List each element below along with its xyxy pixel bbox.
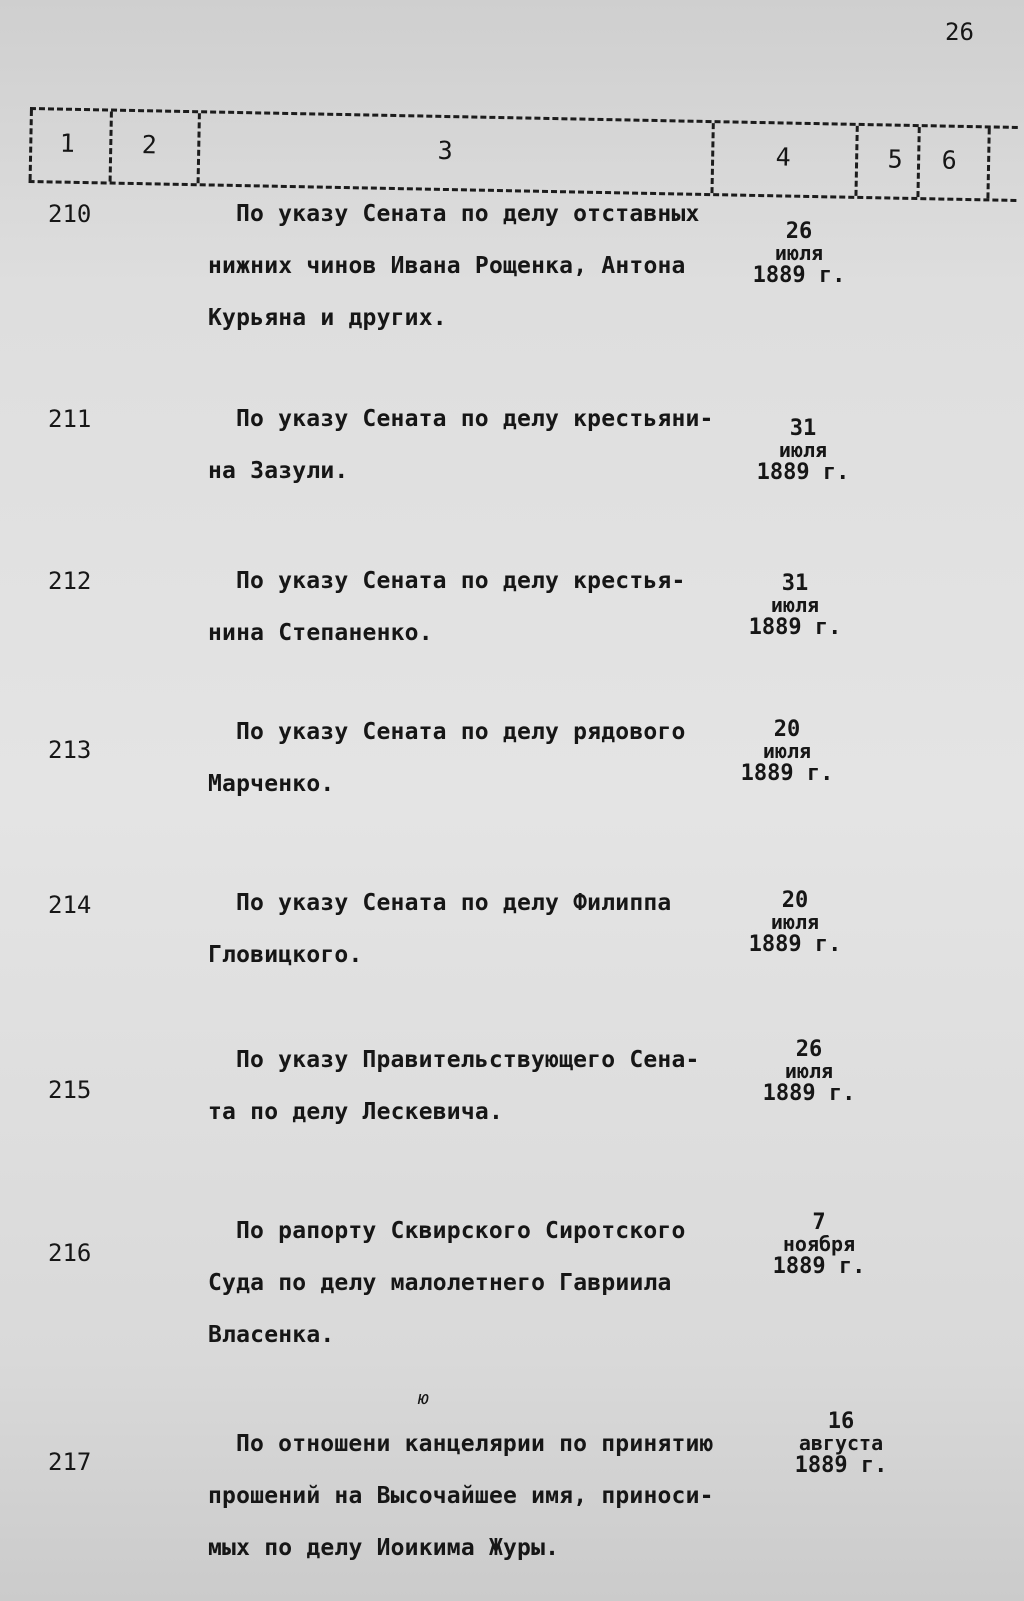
date-year: 1889 г. [752,263,846,289]
entry-line: По указу Сената по делу крестьяни- [236,406,714,432]
date-day: 31 [781,571,809,596]
date-year: 1889 г. [740,761,834,787]
entry-line: Курьяна и других. [208,305,447,331]
entry-number: 214 [48,891,92,919]
column-divider [710,123,714,193]
entry-description [208,1034,748,1138]
date-year: 1889 г. [772,1254,866,1280]
entry-description [208,393,748,497]
entry-number: 217 [48,1448,92,1476]
entry-line: на Зазули. [208,458,349,484]
date-year: 1889 г. [748,615,842,641]
entry-line: По указу Сената по делу рядового [236,719,686,745]
entry-description [208,1418,748,1574]
date-day: 7 [812,1210,826,1235]
entry-line: Власенка. [208,1322,335,1348]
page-number: 26 [945,18,974,46]
column-divider [109,112,113,182]
entry-date [744,220,854,287]
column-label-1: 1 [59,128,76,158]
date-day: 26 [795,1037,823,1062]
entry-number: 216 [48,1239,92,1267]
date-year: 1889 г. [748,932,842,958]
date-year: 1889 г. [794,1453,888,1479]
entry-description [208,706,748,810]
column-divider [197,113,201,183]
date-month: ноября [782,1232,856,1257]
entry-line: По отношени канцелярии по принятию [236,1431,714,1457]
date-day: 20 [781,888,809,913]
date-day: 26 [785,219,813,244]
date-month: июля [778,438,828,463]
entry-line: Гловицкого. [208,942,363,968]
column-label-6: 6 [941,145,957,175]
date-year: 1889 г. [762,1081,856,1107]
date-month: июля [774,241,824,266]
entry-line: Суда по делу малолетнего Гавриила [208,1270,672,1296]
entry-description [208,877,748,981]
handwritten-correction: ю [418,1388,429,1409]
entry-line: По указу Правительствующего Сена- [236,1047,700,1073]
date-month: июля [770,910,820,935]
entry-number: 211 [48,405,92,433]
entry-number: 213 [48,736,92,764]
column-label-2: 2 [141,130,158,160]
entry-date [764,1211,874,1278]
entry-date [748,417,858,484]
date-month: июля [784,1059,834,1084]
entry-line: мых по делу Иоикима Журы. [208,1535,560,1561]
column-divider [986,128,990,198]
date-day: 31 [789,416,817,441]
date-day: 20 [773,717,801,742]
entry-line: та по делу Лескевича. [208,1099,503,1125]
entry-line: По рапорту Сквирского Сиротского [236,1218,686,1244]
entry-line: нижних чинов Ивана Рощенка, Антона [208,253,686,279]
entry-number: 212 [48,567,92,595]
column-divider [854,126,858,196]
entry-line: Марченко. [208,771,335,797]
entry-date [740,889,850,956]
column-label-4: 4 [775,142,791,172]
entry-number: 210 [48,200,92,228]
date-month: июля [770,593,820,618]
date-year: 1889 г. [756,460,850,486]
entry-line: По указу Сената по делу крестья- [236,568,686,594]
date-month: июля [762,739,812,764]
entry-line: нина Степаненко. [208,620,433,646]
column-label-3: 3 [437,135,454,166]
column-divider [916,127,920,197]
entry-line: По указу Сената по делу Филиппа [236,890,672,916]
entry-description [208,188,748,344]
column-divider [29,110,33,180]
entry-line: прошений на Высочайшее имя, приноси- [208,1483,714,1509]
date-day: 16 [827,1409,855,1434]
entry-number: 215 [48,1076,92,1104]
entry-date [740,572,850,639]
date-month: августа [798,1431,884,1456]
column-label-5: 5 [887,144,903,174]
entry-description [208,1205,748,1361]
entry-date [786,1410,896,1477]
entry-line: По указу Сената по делу отставных [236,201,700,227]
entry-date [754,1038,864,1105]
entry-date [732,718,842,785]
entry-description [208,555,748,659]
